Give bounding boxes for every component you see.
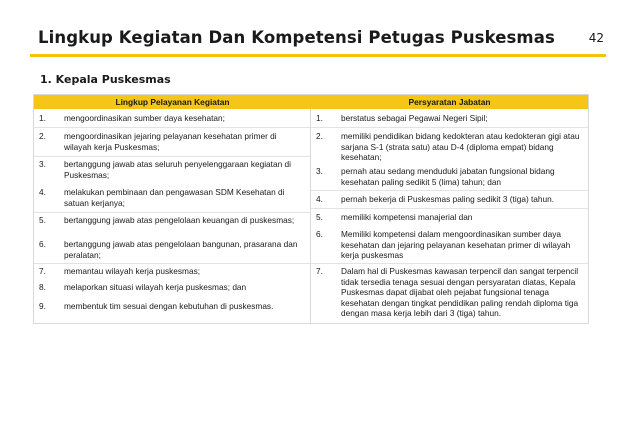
section-title: 1. Kepala Puskesmas	[40, 73, 171, 86]
list-item: 7. memantau wilayah kerja puskesmas;	[39, 266, 201, 276]
table-body	[34, 109, 588, 323]
row-divider	[311, 208, 588, 209]
list-item: 2. memiliki pendidikan bidang kedokteran atau kedokteran gigi atau sarjana S-1 (strata satu) atau D-4 (diploma empat) bidang kesehatan;	[316, 131, 580, 163]
list-item: 9. membentuk tim sesuai dengan kebutuhan di puskesmas.	[39, 301, 274, 311]
list-item: 3. pernah atau sedang menduduki jabatan fungsional bidang kesehatan paling sedikit 5 (lima) tahun; dan	[316, 166, 555, 187]
list-item: 8. melaporkan situasi wilayah kerja puskesmas; dan	[39, 282, 247, 292]
competency-table	[33, 94, 589, 324]
list-item: 4. melakukan pembinaan dan pengawasan SDM Kesehatan di satuan kerjanya;	[39, 187, 285, 208]
column-header-activities: Lingkup Pelayanan Kegiatan	[115, 97, 230, 107]
list-item: 3. bertanggung jawab atas seluruh penyelenggaraan kegiatan di Puskesmas;	[39, 159, 291, 180]
activities-column	[34, 109, 311, 323]
row-divider	[34, 263, 310, 264]
requirements-column	[311, 109, 588, 323]
list-item: 1. berstatus sebagai Pegawai Negeri Sipil;	[316, 113, 488, 123]
title-underline	[30, 54, 606, 57]
table-header	[34, 95, 588, 109]
row-divider	[34, 156, 310, 157]
row-divider	[311, 263, 588, 264]
list-item: 1. mengoordinasikan sumber daya kesehatan;	[39, 113, 225, 123]
list-item: 6. bertanggung jawab atas pengelolaan bangunan, prasarana dan peralatan;	[39, 239, 298, 260]
page-title: Lingkup Kegiatan Dan Kompetensi Petugas Puskesmas	[38, 28, 555, 47]
list-item: 6. Memiliki kompetensi dalam mengoordinasikan sumber daya kesehatan dan jejaring pelayanan kesehatan primer di wilayah kerja puskesmas	[316, 229, 571, 261]
row-divider	[34, 127, 310, 128]
list-item: 4. pernah bekerja di Puskesmas paling sedikit 3 (tiga) tahun.	[316, 194, 555, 204]
row-divider	[311, 190, 588, 191]
list-item: 5. memiliki kompetensi manajerial dan	[316, 212, 473, 222]
column-header-requirements: Persyaratan Jabatan	[408, 97, 491, 107]
page-number: 42	[588, 31, 604, 45]
row-divider	[311, 127, 588, 128]
list-item: 5. bertanggung jawab atas pengelolaan keuangan di puskesmas;	[39, 215, 295, 225]
list-item: 2. mengoordinasikan jejaring pelayanan kesehatan primer di wilayah kerja Puskesmas;	[39, 131, 277, 152]
list-item: 7. Dalam hal di Puskesmas kawasan terpencil dan sangat terpencil tidak tersedia tenaga sesuai dengan persyaratan diatas, Kepala Puskesmas dapat dijabat oleh pejabat fungsional tenaga kesehatan dengan tingkat pendidikan paling rendah diploma tiga dengan masa kerja lebih dari 3 (tiga) tahun.	[316, 266, 579, 319]
row-divider	[34, 212, 310, 213]
